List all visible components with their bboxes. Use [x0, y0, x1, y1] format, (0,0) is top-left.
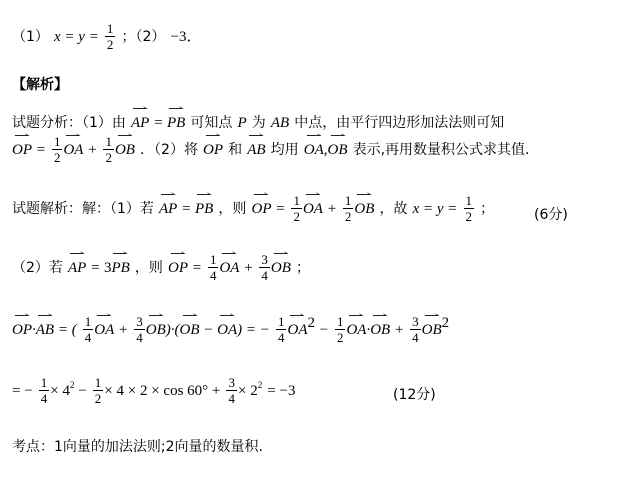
key-points-text: 1向量的加法法则;2向量的数量积. [54, 439, 263, 455]
dot-product-line: ⇀ OP·⇀ AB = ( $\frac{1}{4}$ ⇀ OA + $\frac{3}{4}$ ⇀ OB)·(⇀ OB − ⇀ OA) = − $\frac{1}{4}$ ⇀ $OA^2$ − $\frac{1}{2}$ ⇀ OA·⇀ OB + $\frac{3}{4}$ ⇀ $OB^2$ [12, 315, 449, 344]
analysis-line-2: ⇀ OP = $\frac{1}{2}$ ⇀ OA + $\frac{1}{2}$ ⇀ OB ．（2）将 ⇀ OP 和 ⇀ AB 均用 ⇀ OA,⇀ OB 表示,再用数量积公式求其值. [12, 135, 530, 164]
key-points-label: 考点： [12, 439, 54, 455]
solution-part-1: 试题解析：解：（1）若 ⇀ AP = ⇀ PB ，则 ⇀ OP = $\frac{1}{2}$ ⇀ OA + $\frac{1}{2}$ ⇀ OB ，故 x = y = $\frac{1}{2}$ ； [12, 194, 494, 223]
answer-part1-label: （1） [12, 29, 49, 45]
answer-part2: −3． [170, 29, 202, 45]
answer-line [12, 22, 202, 51]
answer-part1-expr: x = y = [54, 29, 99, 45]
analysis-heading: 【解析】 [12, 77, 68, 93]
score-6: (6分) [534, 207, 568, 223]
score-12: (12分) [393, 387, 436, 403]
key-points [12, 436, 263, 456]
answer-separator: ；（2） [121, 29, 166, 45]
evaluation-line: = − $\frac{1}{4}$ × $4^2$ − $\frac{1}{2}$ × 4 × 2 × cos 60° + $\frac{3}{4}$ × $2^2 = -3$ [12, 375, 296, 406]
analysis-line-1: 试题分析：（1）由 ⇀ AP = ⇀ PB 可知点 P 为 AB 中点，由平行四边形加法法则可知 [12, 108, 504, 132]
solution-part-2: （2）若 ⇀ AP = 3⇀ PB ，则 ⇀ OP = $\frac{1}{4}$ ⇀ OA + $\frac{3}{4}$ ⇀ OB ； [12, 253, 310, 282]
answer-fraction: $\frac{1}{2}$ [106, 21, 114, 52]
